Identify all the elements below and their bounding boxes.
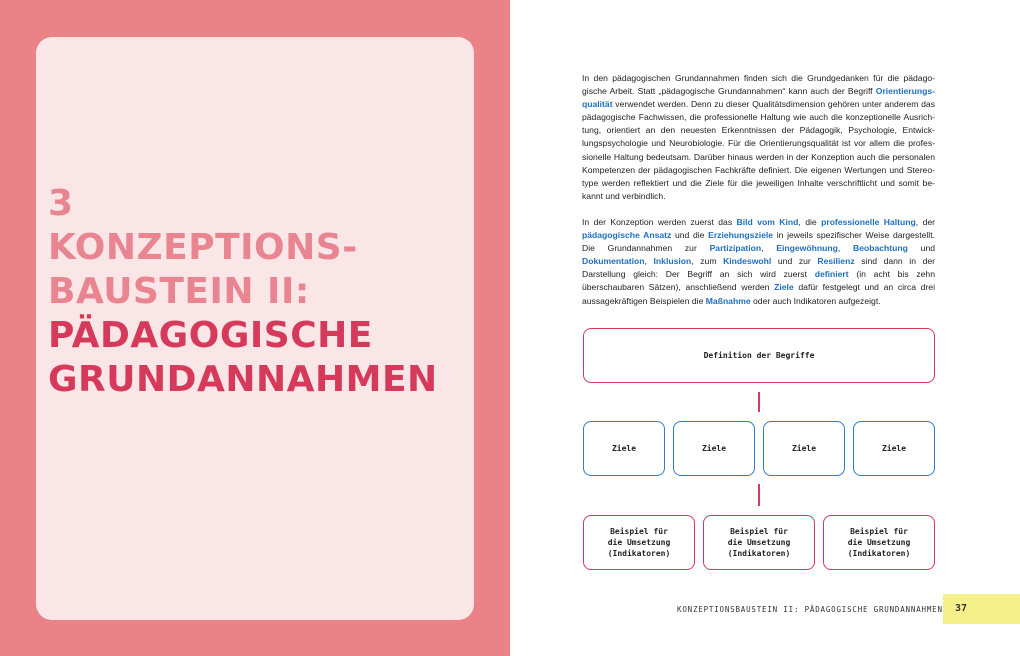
chapter-title-line-1: KONZEPTIONS- — [48, 227, 358, 268]
keyword: Beobachtung — [853, 243, 908, 254]
paragraph-konzeption — [582, 216, 935, 308]
diagram-goal-box: Ziele — [853, 421, 935, 476]
keyword: Dokumentation — [582, 256, 645, 267]
keyword: Eingewöhnung — [776, 243, 838, 254]
paragraph-orientierungsqualitaet — [582, 72, 935, 203]
keyword: definiert — [814, 269, 849, 280]
keyword: Maßnahme — [705, 295, 751, 306]
text-run: In der Konzeption werden zuerst das — [582, 216, 737, 227]
chapter-title-line-2: BAUSTEIN II: — [48, 271, 310, 312]
diagram-example-box: Beispiel für die Umsetzung (Indikatoren) — [823, 515, 935, 570]
diagram-goal-box: Ziele — [763, 421, 845, 476]
text-run: , — [761, 243, 777, 254]
text-run: und — [907, 243, 936, 254]
diagram-connector-bottom — [758, 484, 760, 506]
text-run: , der — [915, 216, 935, 227]
keyword: pädagogische Ansatz — [582, 230, 672, 241]
right-page — [510, 0, 1020, 656]
text-run: In den pädagogischen Grundannahmen finden sich die Grundgedanken für die pädagogische Arbeit. Statt „pädagogische Grundannahmen“ kann auch der Begriff — [582, 73, 935, 97]
chapter-title-line-3: PÄDAGOGISCHE — [48, 315, 373, 356]
keyword: Orientierungsqualität — [582, 86, 935, 110]
page-number-tab — [943, 594, 1020, 624]
diagram-connector-top — [758, 392, 760, 412]
page-number: 37 — [955, 603, 968, 614]
chapter-title — [48, 182, 438, 402]
diagram-goal-box: Ziele — [673, 421, 755, 476]
chapter-number: 3 — [48, 183, 74, 224]
text-run: und die — [671, 230, 709, 241]
text-run: sind dann in der Darstellung gleich: Der Begriff an sich wird zuerst — [582, 256, 935, 280]
text-run: oder auch Indikatoren aufgezeigt. — [750, 295, 881, 306]
keyword: Partizipation — [709, 243, 762, 254]
keyword: Resilienz — [817, 256, 855, 267]
text-run: verwendet werden. Denn zu dieser Qualitätsdimension gehören unter anderem das pädagogische Fachwissen, die professionelle Haltung wie auch die konzeptionelle Ausrichtung, orientiert an den neuesten Erkenntnissen der Pädagogik, Psychologie, Entwicklungspsychologie und Neurobiologie. Für die Orientierungsqualität ist vor allem die professionelle Haltung bedeutsam. Darüber hinaus werden in der Konzeption auch die personalen Kompetenzen der pädagogischen Fachkräfte definiert. Die eigenen Wertungen und Stereotype werden reflektiert und die Ziele für die jeweiligen Inhalte verschriftlicht und somit bekannt und verbindlich. — [582, 99, 935, 201]
text-run: dafür festgelegt und an circa drei aussagekräftigen Beispielen die — [582, 282, 935, 306]
keyword: professionelle Haltung — [821, 216, 916, 227]
diagram-example-box: Beispiel für die Umsetzung (Indikatoren) — [703, 515, 815, 570]
text-run: (in acht bis zehn überschaubaren Sätzen), anschließend werden — [582, 269, 935, 293]
running-head: KONZEPTIONSBAUSTEIN II: PÄDAGOGISCHE GRUNDANNAHMEN — [677, 605, 943, 614]
text-run: , — [837, 243, 854, 254]
body-text — [582, 72, 935, 321]
diagram-definition-box: Definition der Begriffe — [583, 328, 935, 383]
text-run: , — [644, 256, 654, 267]
text-run: , zum — [691, 256, 724, 267]
diagram-goal-box: Ziele — [583, 421, 665, 476]
diagram-example-box: Beispiel für die Umsetzung (Indikatoren) — [583, 515, 695, 570]
keyword: Inklusion — [653, 256, 692, 267]
text-run: und zur — [771, 256, 818, 267]
text-run: in jeweils spezifischer Weise dargestellt. Die Grundannahmen zur — [582, 230, 935, 254]
keyword: Bild vom Kind — [736, 216, 799, 227]
text-run: , die — [798, 216, 822, 227]
keyword: Kindeswohl — [723, 256, 772, 267]
keyword: Erziehungsziele — [708, 230, 774, 241]
keyword: Ziele — [774, 282, 794, 293]
chapter-title-line-4: GRUNDANNAHMEN — [48, 359, 438, 400]
